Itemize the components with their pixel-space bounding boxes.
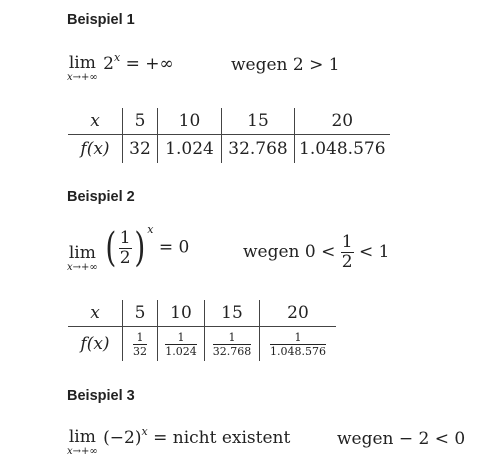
limit-result: = 0 bbox=[158, 237, 190, 258]
frac-denominator: 32.768 bbox=[212, 344, 252, 358]
f-cell bbox=[260, 327, 337, 362]
frac-numerator: 1 bbox=[119, 227, 131, 248]
table-row-f bbox=[68, 135, 390, 164]
cell-fraction bbox=[133, 331, 147, 358]
f-cell: 32.768 bbox=[222, 135, 295, 164]
lim-word: lim bbox=[68, 427, 96, 447]
limit-exponent: x bbox=[113, 51, 121, 64]
limit-operator bbox=[67, 54, 98, 83]
limit-exponent: x bbox=[147, 222, 154, 236]
frac-denominator: 1.048.576 bbox=[270, 344, 326, 358]
reason-3: wegen − 2 < 0 bbox=[337, 429, 466, 449]
lim-word: lim bbox=[68, 53, 96, 73]
limit-result: = +∞ bbox=[125, 54, 174, 74]
value-table-1 bbox=[68, 108, 390, 163]
reason-suffix: < 1 bbox=[359, 242, 390, 262]
x-cell: 20 bbox=[260, 300, 337, 327]
reason-prefix: wegen 0 < bbox=[243, 242, 336, 262]
f-cell bbox=[158, 327, 205, 362]
heading-example-1: Beispiel 1 bbox=[67, 12, 135, 28]
lim-word: lim bbox=[68, 243, 96, 263]
cell-fraction bbox=[165, 331, 197, 358]
reason-1: wegen 2 > 1 bbox=[231, 55, 340, 75]
frac-numerator: 1 bbox=[133, 331, 147, 345]
paren-close: ) bbox=[133, 225, 145, 271]
limit-operator bbox=[67, 244, 98, 273]
frac-denominator: 32 bbox=[133, 344, 147, 358]
frac-denominator: 2 bbox=[119, 247, 131, 268]
limit-result: = nicht existent bbox=[153, 428, 291, 448]
frac-numerator: 1 bbox=[165, 331, 197, 345]
frac-denominator: 1.024 bbox=[165, 344, 197, 358]
row-label-x: x bbox=[68, 108, 123, 135]
lim-subscript: x→+∞ bbox=[67, 446, 98, 457]
lim-subscript: x→+∞ bbox=[67, 72, 98, 83]
value-table-2 bbox=[68, 300, 336, 361]
row-label-f: f(x) bbox=[80, 139, 110, 159]
row-label-x: x bbox=[68, 300, 123, 327]
x-cell: 10 bbox=[158, 300, 205, 327]
frac-denominator: 2 bbox=[341, 252, 353, 272]
cell-fraction bbox=[213, 331, 252, 358]
heading-example-2: Beispiel 2 bbox=[67, 189, 135, 205]
limit-expression-3 bbox=[67, 425, 291, 457]
frac-numerator: 1 bbox=[213, 331, 252, 345]
row-label-f: f(x) bbox=[80, 334, 110, 354]
table-row-f bbox=[68, 327, 336, 362]
f-cell: 1.048.576 bbox=[295, 135, 390, 164]
limit-expression-1 bbox=[67, 51, 174, 83]
limit-base: 2 bbox=[103, 54, 114, 74]
cell-fraction bbox=[270, 331, 326, 358]
fraction-base bbox=[119, 229, 132, 268]
reason-fraction bbox=[341, 233, 354, 272]
limit-exponent: x bbox=[141, 425, 148, 438]
f-cell: 1.024 bbox=[158, 135, 222, 164]
limit-operator bbox=[67, 428, 98, 457]
table-row-x bbox=[68, 108, 390, 135]
limit-base: (−2) bbox=[103, 428, 142, 448]
x-cell: 20 bbox=[295, 108, 390, 135]
f-cell bbox=[205, 327, 260, 362]
x-cell: 5 bbox=[123, 300, 158, 327]
frac-numerator: 1 bbox=[341, 232, 353, 252]
f-cell: 32 bbox=[123, 135, 158, 164]
frac-numerator: 1 bbox=[270, 331, 326, 345]
lim-subscript: x→+∞ bbox=[67, 262, 98, 273]
x-cell: 10 bbox=[158, 108, 222, 135]
f-cell bbox=[123, 327, 158, 362]
reason-2 bbox=[243, 233, 389, 272]
table-row-x bbox=[68, 300, 336, 327]
x-cell: 5 bbox=[123, 108, 158, 135]
x-cell: 15 bbox=[222, 108, 295, 135]
paren-open: ( bbox=[105, 225, 117, 271]
heading-example-3: Beispiel 3 bbox=[67, 388, 135, 404]
x-cell: 15 bbox=[205, 300, 260, 327]
limit-expression-2 bbox=[67, 222, 190, 273]
